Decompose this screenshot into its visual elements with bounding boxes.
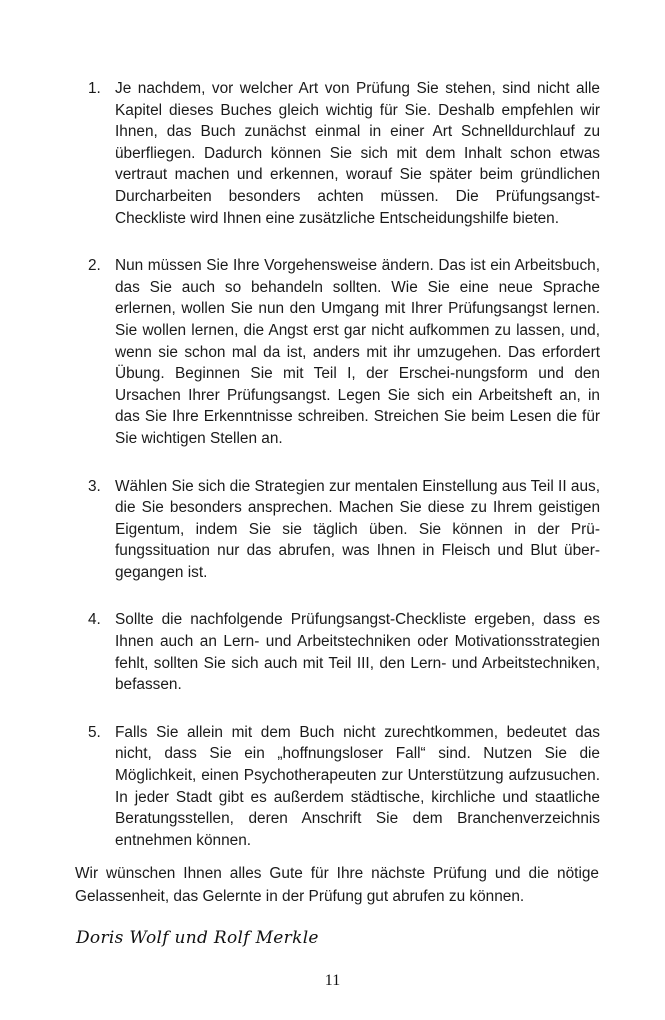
list-item-number: 5. bbox=[88, 723, 101, 741]
list-item bbox=[88, 255, 600, 449]
list-item-text: Nun müssen Sie Ihre Vorgehensweise ändern. Das ist ein Arbeitsbuch, das Sie auch so behandeln sollten. Wie Sie eine neue Sprache erlernen, wollen Sie nun den Umgang mit Ihrer Prüfungsangst lernen. Sie wollen lernen, die Angst erst gar nicht aufkommen zu lassen, und, wenn sie schon mal da ist, anders mit ihr umzugehen. Das erfordert Übung. Beginnen Sie mit Teil I, der Erschei-nungsform und den Ursachen Ihrer Prüfungsangst. Legen Sie sich ein Arbeitsheft an, in das Sie Ihre Erkenntnisse schreiben. Streichen Sie beim Lesen die für Sie wichtigen Stellen an. bbox=[115, 257, 600, 447]
author-signature: Doris Wolf und Rolf Merkle bbox=[76, 928, 319, 948]
list-item-text: Falls Sie allein mit dem Buch nicht zurechtkommen, bedeutet das nicht, dass Sie ein „hoffnungsloser Fall“ sind. Nutzen Sie die Möglichkeit, einen Psychotherapeuten zur Unterstützung aufzusuchen. In jeder Stadt gibt es außerdem städtische, kirchliche und staatliche Beratungsstellen, deren Anschrift Sie dem Branchenverzeichnis entnehmen können. bbox=[115, 723, 600, 849]
page-number: 11 bbox=[324, 972, 341, 989]
list-item-text: Je nachdem, vor welcher Art von Prüfung Sie stehen, sind nicht alle Kapitel dieses Buches gleich wichtig für Sie. Deshalb empfehlen wir Ihnen, das Buch zunächst einmal in einer Art Schnelldurchlauf zu überfliegen. Dadurch können Sie sich mit dem Inhalt schon etwas vertraut machen und erkennen, worauf Sie später beim gründlichen Durcharbeiten besonders achten müssen. Die Prüfungsangst-Checkliste wird Ihnen eine zusätzliche Entscheidungshilfe bieten. bbox=[115, 80, 600, 227]
instruction-list bbox=[88, 78, 600, 877]
list-item bbox=[88, 476, 600, 584]
list-item-text: Wählen Sie sich die Strategien zur mentalen Einstellung aus Teil II aus, die Sie besonders ansprechen. Machen Sie diese zu Ihrem geistigen Eigentum, indem Sie sie täglich üben. Sie können in der Prüfungssituation nur das abrufen, was Ihnen in Fleisch und Blut übergegangen ist. bbox=[115, 477, 600, 581]
closing-paragraph: Wir wünschen Ihnen alles Gute für Ihre nächste Prüfung und die nötige Gelassenheit, das Gelernte in der Prüfung gut abrufen zu können. bbox=[75, 865, 599, 905]
list-item bbox=[88, 78, 600, 229]
list-item-number: 1. bbox=[88, 80, 101, 97]
list-item bbox=[88, 722, 600, 852]
list-item-number: 2. bbox=[88, 257, 101, 275]
list-item-number: 3. bbox=[88, 477, 101, 495]
list-item-text: Sollte die nachfolgende Prüfungsangst-Checkliste ergeben, dass es Ihnen auch an Lern- und Arbeitstechniken oder Motivationsstrategien fehlt, sollten Sie sich auch mit Teil III, den Lern- und Arbeitstechniken, befassen. bbox=[115, 611, 600, 694]
list-item-number: 4. bbox=[88, 611, 101, 629]
list-item bbox=[88, 609, 600, 695]
